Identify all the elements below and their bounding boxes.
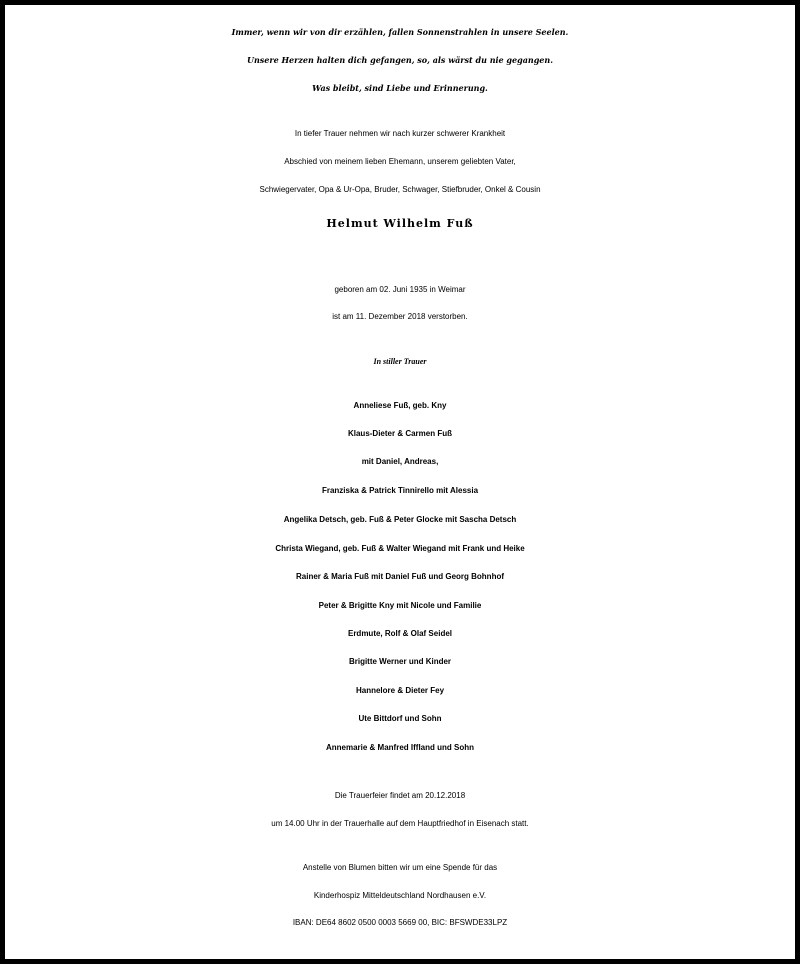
deceased-name: Helmut Wilhelm Fuß (326, 217, 474, 230)
mourner-line: Ute Bittdorf und Sohn (358, 714, 442, 723)
mourner-line: Franziska & Patrick Tinnirello mit Alessia (321, 486, 479, 495)
mourner-line: Hannelore & Dieter Fey (355, 686, 445, 695)
mourner-line: Brigitte Werner und Kinder (348, 657, 452, 666)
intro-line: In tiefer Trauer nehmen wir nach kurzer schwerer Krankheit (294, 129, 506, 138)
donation-info-line: Anstelle von Blumen bitten wir um eine Spende für das (302, 863, 498, 872)
bank-details: IBAN: DE64 8602 0500 0003 5669 00, BIC: BFSWDE33LPZ (292, 918, 508, 927)
mourner-line: Anneliese Fuß, geb. Kny (353, 401, 447, 410)
death-date: ist am 11. Dezember 2018 verstorben. (332, 312, 468, 321)
poem-line: Immer, wenn wir von dir erzählen, fallen Sonnenstrahlen in unsere Seelen. (231, 27, 569, 37)
mourner-line: Peter & Brigitte Kny mit Nicole und Familie (318, 601, 482, 610)
birth-date: geboren am 02. Juni 1935 in Weimar (334, 285, 466, 294)
intro-line: Schwiegervater, Opa & Ur-Opa, Bruder, Schwager, Stiefbruder, Onkel & Cousin (259, 185, 541, 194)
intro-line: Abschied von meinem lieben Ehemann, unserem geliebten Vater, (284, 157, 516, 166)
mourning-heading: In stiller Trauer (373, 357, 427, 366)
mourner-line: Christa Wiegand, geb. Fuß & Walter Wiegand mit Frank und Heike (275, 544, 525, 553)
poem-line: Unsere Herzen halten dich gefangen, so, als wärst du nie gegangen. (247, 55, 553, 65)
donation-info-line: Kinderhospiz Mitteldeutschland Nordhausen e.V. (313, 891, 487, 900)
mourner-line: Rainer & Maria Fuß mit Daniel Fuß und Georg Bohnhof (296, 572, 504, 581)
obituary-content (5, 5, 795, 959)
mourner-line: mit Daniel, Andreas, (361, 457, 439, 466)
poem-line: Was bleibt, sind Liebe und Erinnerung. (312, 83, 488, 93)
funeral-info-line: um 14.00 Uhr in der Trauerhalle auf dem Hauptfriedhof in Eisenach statt. (271, 819, 529, 828)
mourner-line: Angelika Detsch, geb. Fuß & Peter Glocke mit Sascha Detsch (283, 515, 517, 524)
mourner-line: Annemarie & Manfred Iffland und Sohn (325, 743, 474, 752)
funeral-info-line: Die Trauerfeier findet am 20.12.2018 (334, 791, 466, 800)
mourner-line: Klaus-Dieter & Carmen Fuß (347, 429, 453, 438)
mourner-line: Erdmute, Rolf & Olaf Seidel (347, 629, 452, 638)
